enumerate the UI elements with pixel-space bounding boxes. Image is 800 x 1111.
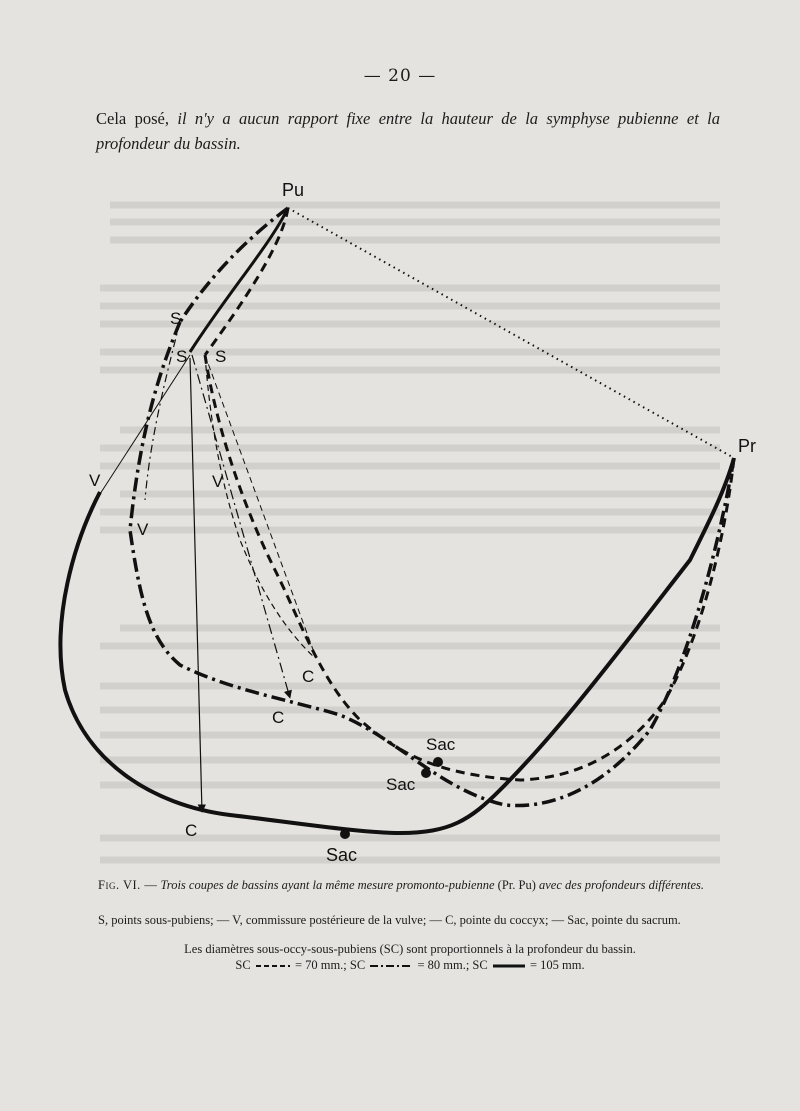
label-c-dashed: C bbox=[302, 667, 315, 686]
sc-value-2: = 80 mm.; SC bbox=[417, 958, 488, 972]
label-sac-dashdot: Sac bbox=[386, 775, 416, 794]
label-pu: Pu bbox=[282, 180, 305, 200]
key-dashdot-line bbox=[368, 962, 414, 970]
label-c-dashdot: C bbox=[272, 708, 285, 727]
figure-abbrev: (Pr. Pu) bbox=[497, 878, 536, 892]
key-dashed-line bbox=[254, 962, 292, 970]
page-number: — 20 — bbox=[363, 66, 437, 86]
dashdot-pubis-outline bbox=[180, 208, 288, 322]
figure-sc-key bbox=[98, 957, 722, 973]
figure-caption-title bbox=[98, 877, 722, 893]
sc-label-1: SC bbox=[235, 958, 251, 972]
sc-value-3: = 105 mm. bbox=[529, 958, 585, 972]
label-c-solid: C bbox=[185, 821, 198, 840]
thin-dashed-guide-2 bbox=[205, 355, 315, 655]
figure-title-rest: avec des profondeurs différentes. bbox=[539, 878, 705, 892]
label-s-middle: S bbox=[176, 347, 188, 366]
label-v-dashed: V bbox=[212, 472, 224, 491]
sc-value-1: = 70 mm.; SC bbox=[294, 958, 366, 972]
sac-dot-dashdot bbox=[421, 768, 431, 778]
promonto-pubic-line bbox=[288, 208, 734, 458]
label-v-solid: V bbox=[89, 471, 101, 490]
figure-title: Trois coupes de bassins ayant la même mesure promonto-pubienne bbox=[160, 878, 495, 892]
label-v-dashdot: V bbox=[137, 520, 149, 539]
thin-dashed-guide bbox=[205, 355, 315, 658]
figure-proportional-note: Les diamètres sous-occy-sous-pubiens (SC) sont proportionnels à la profondeur du bassin. bbox=[184, 942, 636, 956]
label-s-right: S bbox=[215, 347, 227, 366]
sac-dot-dashed bbox=[433, 757, 443, 767]
label-pr: Pr bbox=[738, 436, 756, 456]
key-solid-line bbox=[491, 962, 527, 970]
paragraph-lead: Cela posé, bbox=[96, 109, 178, 128]
label-sac-solid: Sac bbox=[326, 845, 358, 865]
solid-pubis-outline bbox=[190, 208, 288, 352]
label-s-upper: S bbox=[170, 309, 182, 328]
paragraph-italic: il n'y a aucun rapport fixe entre la hauteur de la symphyse pubienne et la profondeur du bassin. bbox=[96, 109, 720, 153]
sac-dot-solid bbox=[340, 829, 350, 839]
s-v-thin-line bbox=[100, 355, 190, 494]
dashdot-pelvis-curve bbox=[130, 322, 734, 806]
sc-solid-line bbox=[190, 358, 202, 812]
dashed-pelvis-curve bbox=[205, 355, 734, 780]
label-sac-dashed: Sac bbox=[426, 735, 456, 754]
figure-legend: S, points sous-pubiens; — V, commissure postérieure de la vulve; — C, pointe du coccyx; — Sac, pointe du sacrum. bbox=[98, 913, 681, 927]
thin-dashdot-guide-2 bbox=[192, 355, 290, 698]
figure-number: Fig. VI. — bbox=[98, 878, 158, 892]
